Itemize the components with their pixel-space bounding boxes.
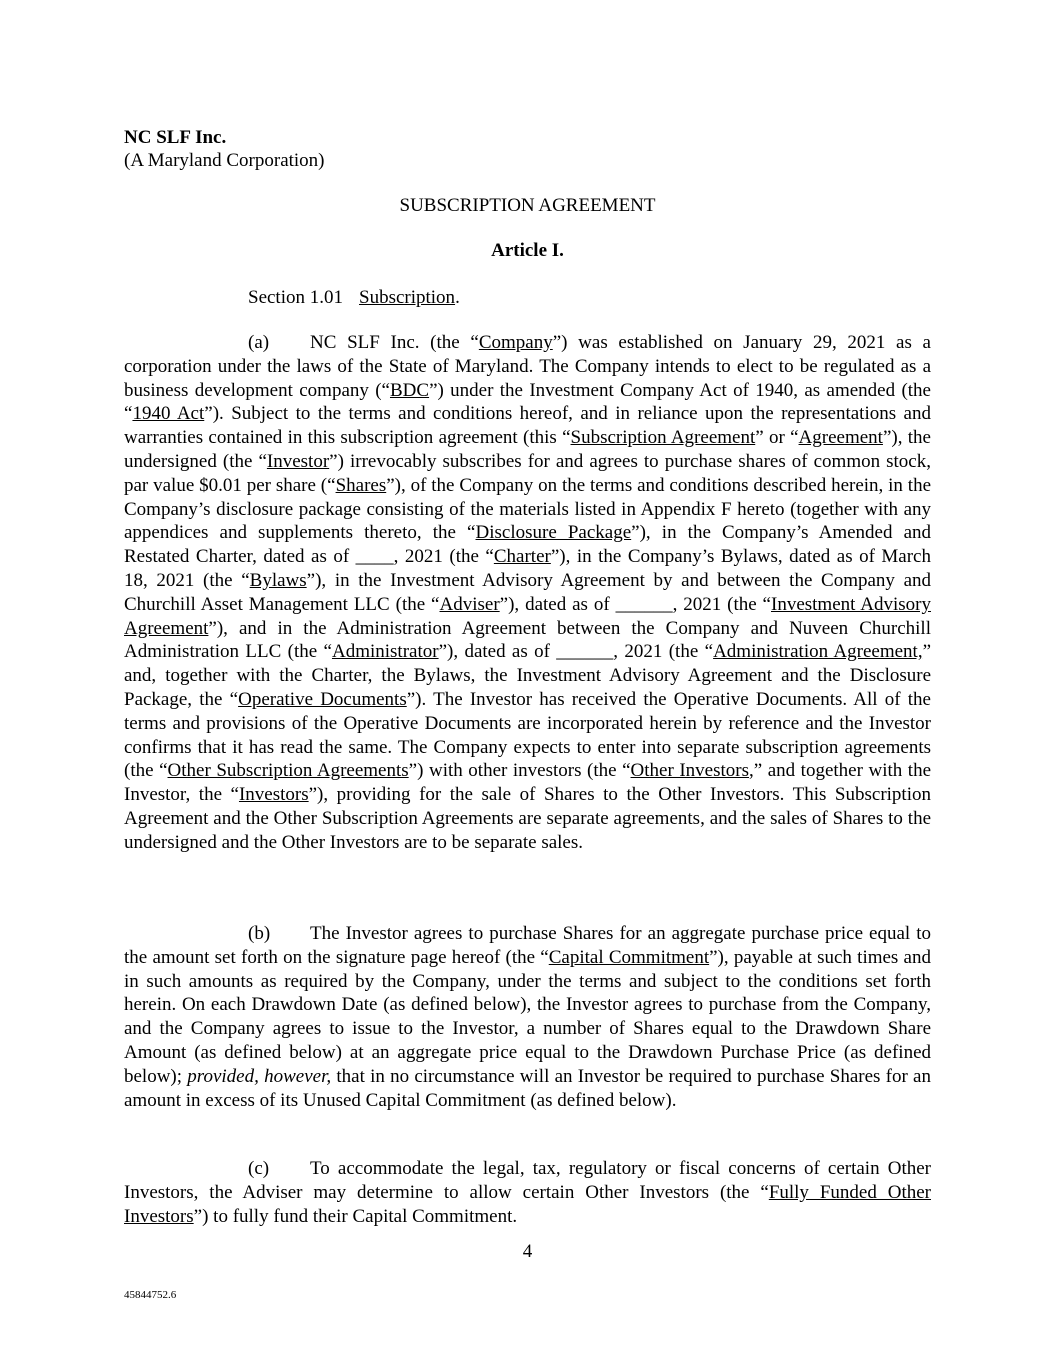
defined-term: Shares [335, 474, 387, 496]
paragraph-text: ”) under the Investment Company Act of 1940, as amended (the “ [124, 379, 931, 425]
paragraph-a [124, 331, 931, 855]
document-id: 45844752.6 [124, 1289, 177, 1301]
defined-term: Fully Funded Other Investors [124, 1181, 931, 1227]
defined-term: Company [478, 332, 553, 353]
defined-term: Disclosure Package [475, 522, 632, 544]
defined-term: Administration Agreement, [713, 641, 923, 663]
defined-term: Bylaws [249, 569, 307, 591]
paragraph-text: ”), and in the Administration Agreement between the Company and Nuveen Churchill Administration LLC (the “ [124, 617, 931, 663]
paragraph-text: NC SLF Inc. (the “ [310, 332, 479, 353]
paragraph-b [124, 922, 931, 1112]
paragraph-text: ”), dated as of ______, 2021 (the “ [438, 641, 714, 663]
proviso-text: provided, however, [187, 1065, 332, 1087]
section-title-period: . [455, 287, 460, 308]
paragraph-marker: (b) [248, 923, 271, 944]
paragraph-text: ,” and together with the Investor, the “ [124, 760, 931, 806]
company-name: NC SLF Inc. [124, 127, 227, 148]
paragraph-text: ”), the undersigned (the “ [124, 427, 931, 472]
paragraph-text: To accommodate the legal, tax, regulatory or fiscal concerns of certain Other Investors, the Adviser may determine to allow certain Other Investors (the “ [124, 1158, 931, 1203]
section-title: Subscription [359, 287, 456, 308]
company-jurisdiction: (A Maryland Corporation) [124, 150, 325, 171]
paragraph-text: The Investor agrees to purchase Shares for an aggregate purchase price equal to the amount set forth on the signature page hereof (the “ [124, 923, 931, 968]
paragraph-text: ”). The Investor has received the Operative Documents. All of the terms and provisions of the Operative Documents are incorporated herein by reference and the Investor confirms that it has read the same. The Company expects to enter into separate subscription agreements (the “ [124, 688, 931, 782]
paragraph-text: ”), in the Company’s Amended and Restated Charter, dated as of ____, 2021 (the “ [124, 522, 931, 568]
paragraph-text: ”) irrevocably subscribes for and agrees to purchase shares of common stock, par value $0.01 per share (“ [124, 450, 931, 496]
paragraph-text: that in no circumstance will an Investor be required to purchase Shares for an amount in excess of its Unused Capital Commitment (as defined below). [124, 1065, 931, 1111]
paragraph-c [124, 1157, 931, 1228]
paragraph-text: ”) was established on January 29, 2021 as a corporation under the laws of the State of Maryland. The Company intends to elect to be regulated as a business development company (“ [124, 332, 931, 401]
defined-term: Subscription Agreement [570, 427, 756, 449]
paragraph-text: ”), of the Company on the terms and conditions described herein, in the Company’s disclosure package consisting of the materials listed in Appendix F hereto (together with any appendices and supplements thereto, the “ [124, 474, 931, 544]
defined-term: Operative Documents [238, 688, 407, 710]
paragraph-text: ”), in the Investment Advisory Agreement by and between the Company and Churchill Asset Management LLC (the “ [124, 569, 931, 615]
paragraph-text: ” or “ [755, 427, 799, 449]
defined-term: Other Subscription Agreements [167, 760, 409, 782]
defined-term: 1940 Act [132, 403, 205, 425]
defined-term: Administrator [331, 641, 439, 663]
paragraph-text: ”). Subject to the terms and conditions hereof, and in reliance upon the representations and warranties contained in this subscription agreement (this “ [124, 403, 931, 449]
paragraph-text: ”) to fully fund their Capital Commitment. [193, 1205, 518, 1227]
defined-term: Investors [238, 784, 309, 806]
paragraph-text: ”) with other investors (the “ [408, 760, 631, 782]
defined-term: Charter [493, 546, 551, 568]
defined-term: Investor [266, 450, 330, 472]
document-title: SUBSCRIPTION AGREEMENT [399, 195, 656, 216]
page-number: 4 [522, 1241, 533, 1262]
paragraph-marker: (a) [248, 332, 270, 353]
paragraph-text: ”), dated as of ______, 2021 (the “ [499, 593, 771, 615]
defined-term: Adviser [439, 593, 500, 615]
paragraph-marker: (c) [248, 1158, 270, 1179]
paragraph-text: ” and, together with the Charter, the Bylaws, the Investment Advisory Agreement and the Disclosure Package, the “ [124, 641, 932, 710]
defined-term: Capital Commitment [548, 946, 710, 968]
defined-term: Investment Advisory Agreement [124, 593, 931, 639]
defined-term: Agreement [798, 427, 883, 449]
paragraph-text: ”), payable at such times and in such amounts as required by the Company, under the terms and subject to the conditions set forth herein. On each Drawdown Date (as defined below), the Investor agrees to purchase from the Company, and the Company agrees to issue to the Investor, a number of Shares equal to the Drawdown Share Amount (as defined below) at an aggregate price equal to the Drawdown Purchase Price (as defined below); [124, 946, 931, 1087]
defined-term: Other Investors [630, 760, 749, 782]
section-heading [248, 287, 460, 309]
section-number: Section 1.01 [248, 287, 343, 308]
paragraph-text: ”), in the Company’s Bylaws, dated as of March 18, 2021 (the “ [124, 546, 931, 591]
paragraph-text: ”), providing for the sale of Shares to the Other Investors. This Subscription Agreement and the Other Subscription Agreements are separate agreements, and the sales of Shares to the undersigned and the Other Investors are to be separate sales. [124, 784, 931, 853]
article-heading: Article I. [491, 240, 564, 261]
defined-term: BDC [389, 379, 430, 401]
